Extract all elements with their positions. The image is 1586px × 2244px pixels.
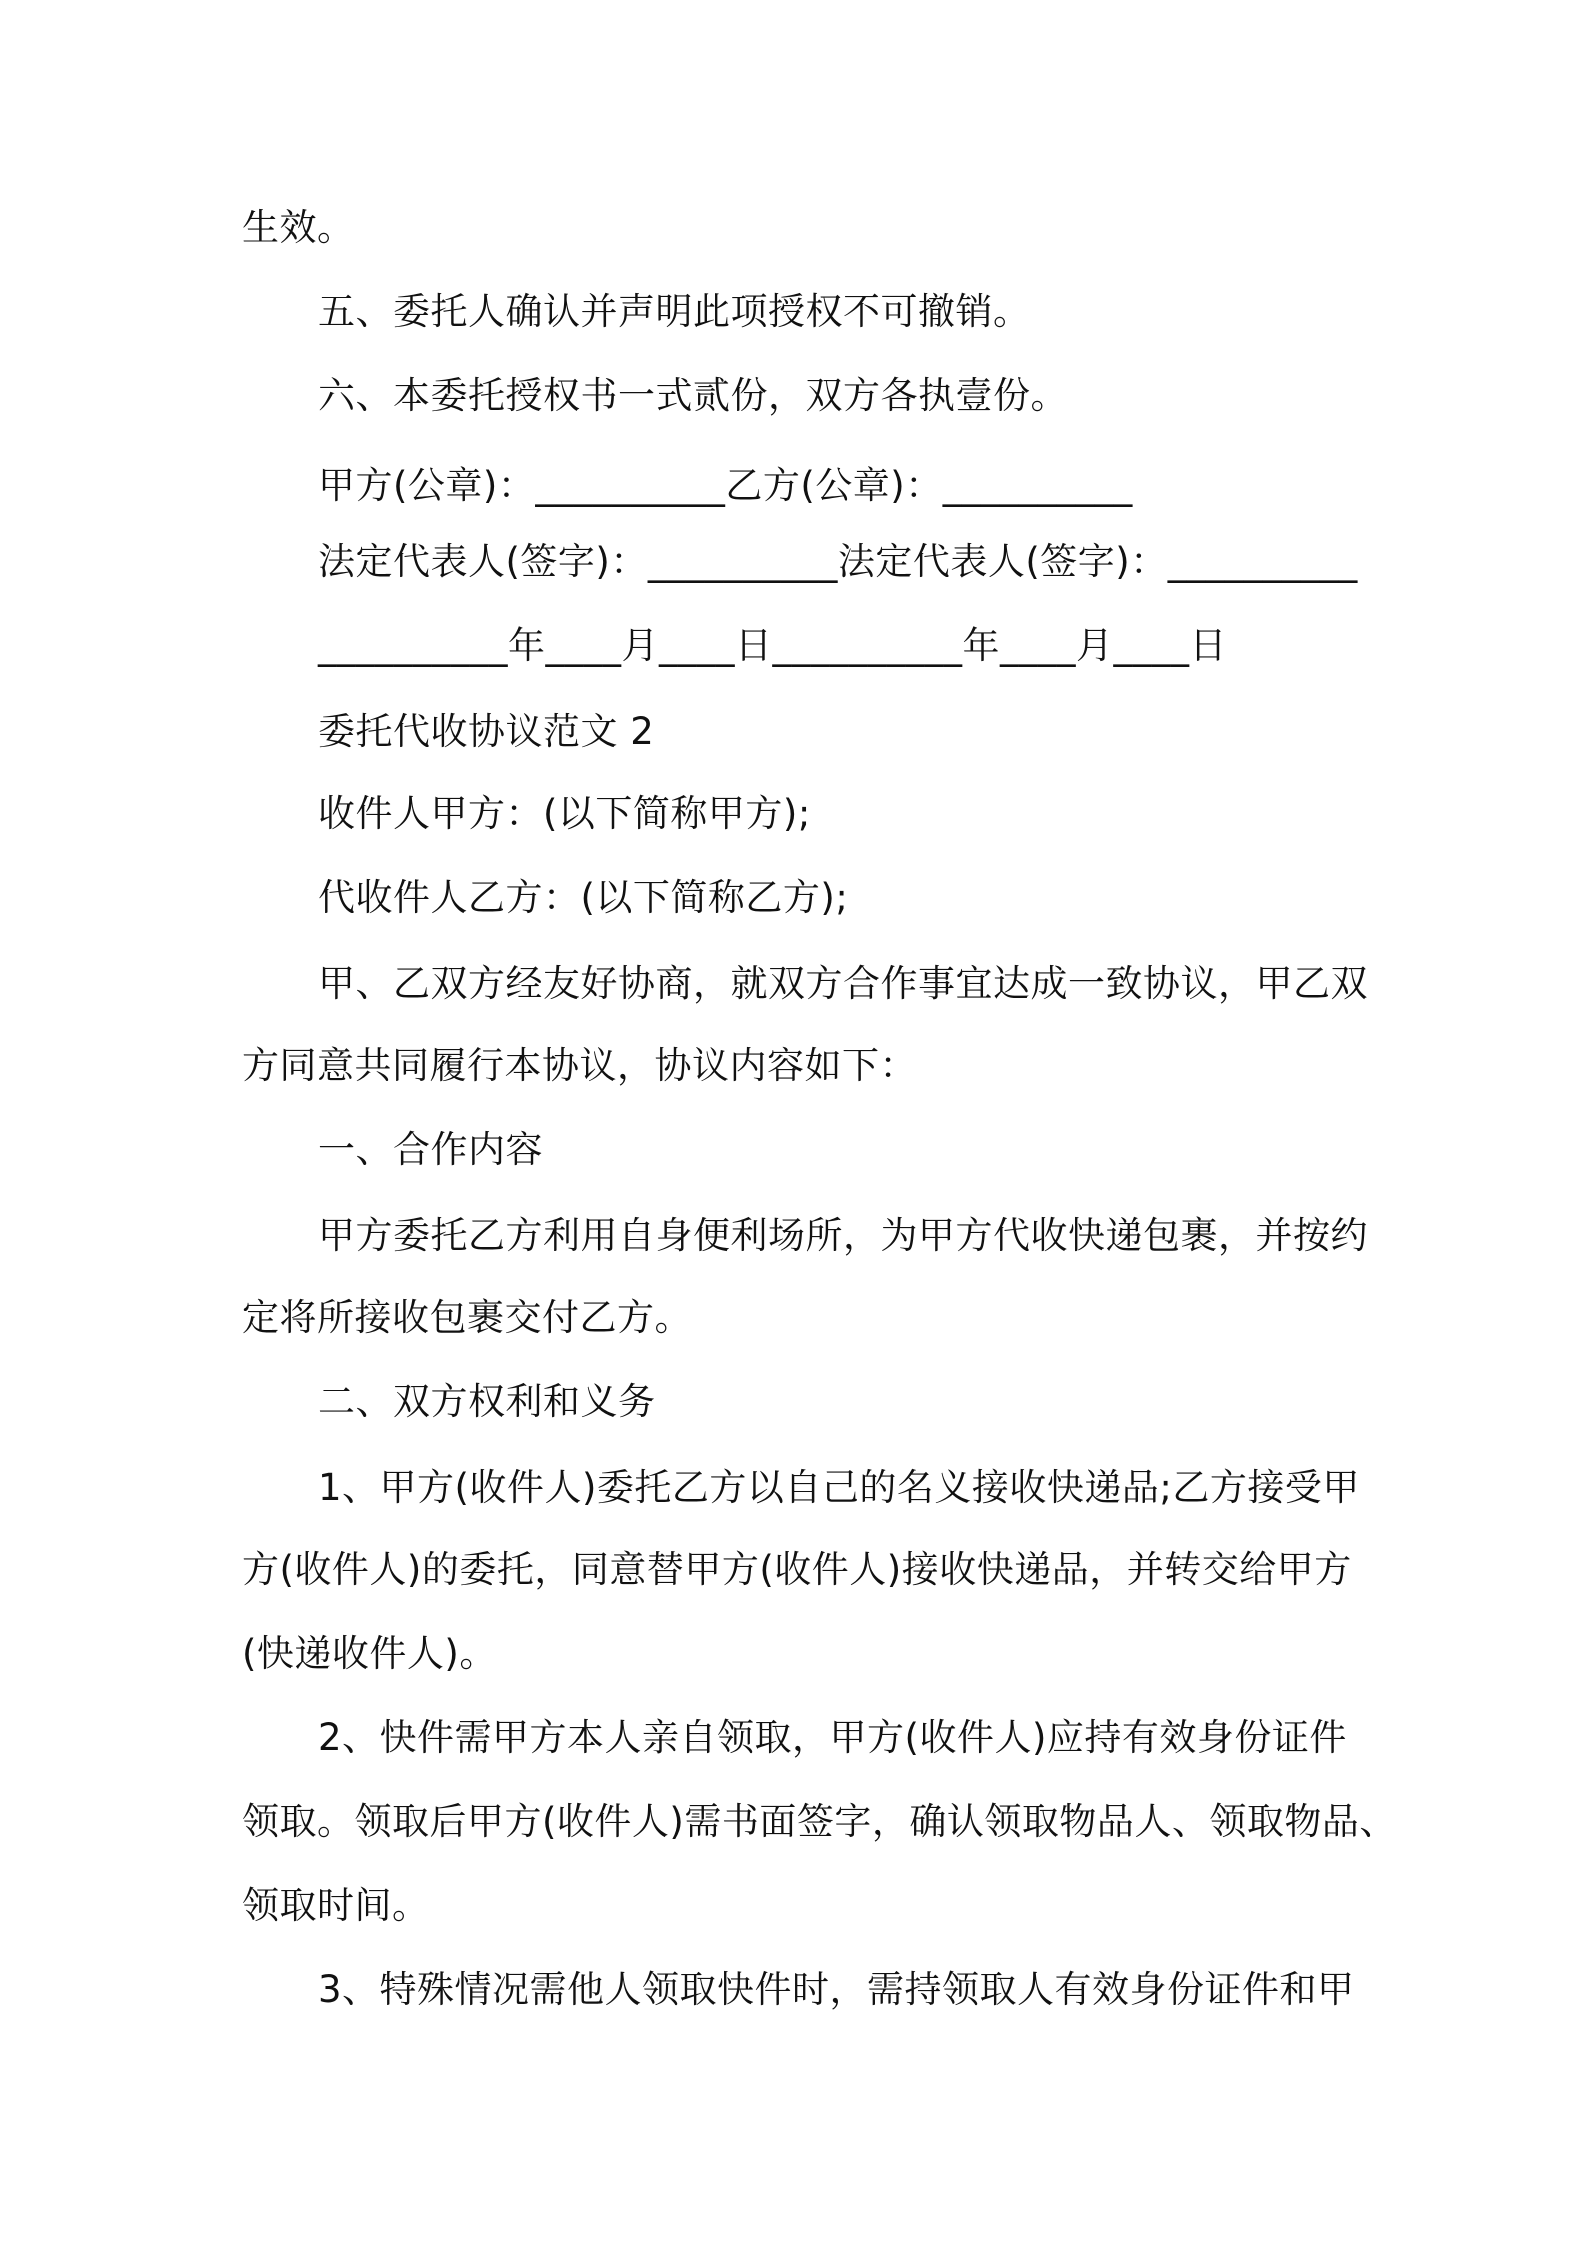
paragraph-line: 领取时间。 <box>242 1884 430 1927</box>
paragraph-line: (快递收件人)。 <box>242 1632 497 1675</box>
party-line: 收件人甲方：(以下简称甲方); <box>318 792 811 835</box>
signature-line: 甲方(公章)：__________乙方(公章)：__________ <box>318 464 1133 507</box>
paragraph-line: 方(收件人)的委托，同意替甲方(收件人)接收快递品，并转交给甲方 <box>242 1548 1352 1591</box>
paragraph-line: 1、甲方(收件人)委托乙方以自己的名义接收快递品;乙方接受甲 <box>318 1466 1360 1509</box>
paragraph-line: 甲、乙双方经友好协商，就双方合作事宜达成一致协议，甲乙双 <box>318 962 1368 1005</box>
heading-line: 一、合作内容 <box>318 1128 543 1171</box>
date-line: __________年____月____日__________年____月____日 <box>318 624 1227 667</box>
heading-line: 二、双方权利和义务 <box>318 1380 656 1423</box>
paragraph-line: 3、特殊情况需他人领取快件时，需持领取人有效身份证件和甲 <box>318 1968 1355 2011</box>
paragraph-line: 定将所接收包裹交付乙方。 <box>242 1296 692 1339</box>
text-line: 生效。 <box>242 206 355 249</box>
party-line: 代收件人乙方：(以下简称乙方); <box>318 876 849 919</box>
signature-line: 法定代表人(签字)：__________法定代表人(签字)：__________ <box>318 540 1358 583</box>
clause-item: 五、委托人确认并声明此项授权不可撤销。 <box>318 290 1031 333</box>
paragraph-line: 2、快件需甲方本人亲自领取，甲方(收件人)应持有效身份证件 <box>318 1716 1347 1759</box>
paragraph-line: 方同意共同履行本协议，协议内容如下： <box>242 1044 917 1087</box>
section-title: 委托代收协议范文 2 <box>318 710 655 753</box>
clause-item: 六、本委托授权书一式贰份，双方各执壹份。 <box>318 374 1068 417</box>
paragraph-line: 甲方委托乙方利用自身便利场所，为甲方代收快递包裹，并按约 <box>318 1214 1368 1257</box>
paragraph-line: 领取。领取后甲方(收件人)需书面签字，确认领取物品人、领取物品、 <box>242 1800 1397 1843</box>
